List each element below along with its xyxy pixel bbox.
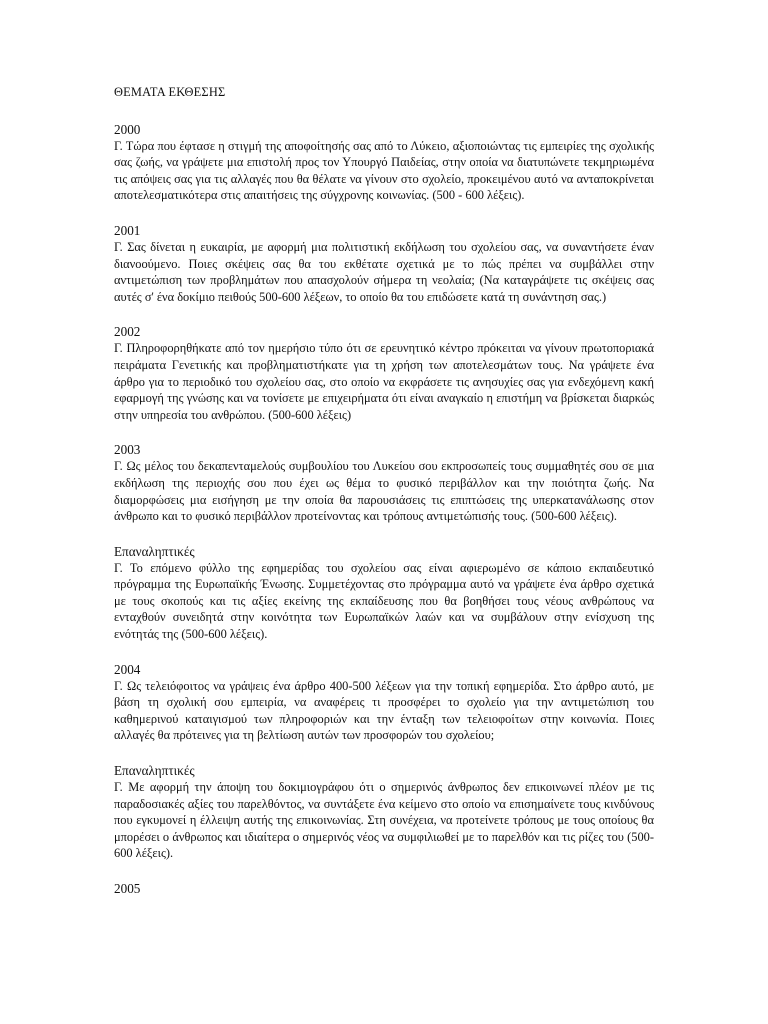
- section-text: Γ. Το επόμενο φύλλο της εφημερίδας του σχολείου σας είναι αφιερωμένο σε κάποιο εκπαιδευτικό πρόγραμμα της Ευρωπαϊκής Ένωσης. Συμμετέχοντας στο πρόγραμμα αυτό να γράψετε ένα άρθρο σχετικά με τους σκοπούς και τις αξίες εκείνης της εκπαίδευσης που θα βοηθήσει τους νέους ανθρώπους να ενταχθούν συνειδητά στην κοινότητα των Ευρωπαϊκών λαών και να συμβάλουν στην ενίσχυση της ενότητάς της (500-600 λέξεις).: [114, 560, 654, 642]
- essay-topic-2003-repeat-exams: [114, 543, 654, 643]
- section-heading: Επαναληπτικές: [114, 763, 195, 779]
- section-text: Γ. Πληροφορηθήκατε από τον ημερήσιο τύπο ότι σε ερευνητικό κέντρο πρόκειται να γίνουν πρωτοποριακά πειράματα Γενετικής και προβληματιστήκατε για τη χρήση των αποτελεσμάτων τους. Να γράψετε ένα άρθρο για το περιοδικό του σχολείου σας, στο οποίο να εκφράσετε τις ανησυχίες σας για ενδεχόμενη κακή εφαρμογή της γνώσης και να τονίσετε με επιχειρήματα ότι είναι αναγκαίο η επιστήμη να βρίσκεται διαρκώς στην υπηρεσία του ανθρώπου. (500-600 λέξεις): [114, 341, 654, 422]
- section-year: 2002: [114, 324, 141, 340]
- document-title: ΘΕΜΑΤΑ ΕΚΘΕΣΗΣ: [114, 85, 226, 99]
- essay-topic-2001: [114, 222, 654, 305]
- section-year: 2004: [114, 661, 141, 677]
- section-text: Γ. Ως τελειόφοιτος να γράψεις ένα άρθρο 400-500 λέξεων για την τοπική εφημερίδα. Στο άρθρο αυτό, με βάση τη σχολική σου εμπειρία, να αναφέρεις τι προσφέρει το σχολείο για την αντιμετώπιση του καθημερινού καταιγισμού των πληροφοριών και την ένταξη των τελειοφοίτων στην κοινωνία. Ποιες αλλαγές θα πρότεινες για τη βελτίωση αυτών των προσφορών του σχολείου;: [114, 678, 654, 743]
- section-text: Γ. Τώρα που έφτασε η στιγμή της αποφοίτησής σας από το Λύκειο, αξιοποιώντας τις εμπειρίες της σχολικής σας ζωής, να γράψετε μια επιστολή προς τον Υπουργό Παιδείας, στην οποία να διατυπώνετε τεκμηριωμένα τις απόψεις σας για τις αλλαγές που θα θέλατε να γίνουν στο σχολείο, προκειμένου αυτό να ανταποκρίνεται αποτελεσματικότερα στις απαιτήσεις της σύγχρονης κοινωνίας. (500 - 600 λέξεις).: [114, 138, 654, 203]
- essay-topic-2003: [114, 441, 654, 524]
- section-text: Γ. Με αφορμή την άποψη του δοκιμιογράφου ότι ο σημερινός άνθρωπος δεν επικοινωνεί πλέον με τις παραδοσιακές αξίες του παρελθόντος, να συντάξετε ένα κείμενο στο οποίο να επισημαίνετε τους κινδύνους που εγκυμονεί η έλλειψη αυτής της επικοινωνίας. Στη συνέχεια, να προτείνετε τρόπους με τους οποίους θα μπορέσει ο άνθρωπος και ιδιαίτερα ο σημερινός νέος να συμφιλιωθεί με το παρελθόν και τις ρίζες του (500-600 λέξεις).: [114, 780, 654, 861]
- section-year: 2005: [114, 881, 141, 896]
- section-text: Γ. Σας δίνεται η ευκαιρία, με αφορμή μια πολιτιστική εκδήλωση του σχολείου σας, να συναντήσετε έναν διανοούμενο. Ποιες σκέψεις σας θα του εκθέτατε σχετικά με το πώς πρέπει να συμβάλλει στην αντιμετώπιση των προβλημάτων που απασχολούν σήμερα τη νεολαία; (Να καταγράψετε τις σκέψεις σας αυτές σ' ένα δοκίμιο πειθούς 500-600 λέξεων, το οποίο θα του επιδώσετε κατά τη συνάντηση σας.): [114, 239, 654, 304]
- essay-topic-2000: [114, 121, 654, 204]
- essay-topic-2005: [114, 880, 654, 897]
- document-page: [114, 84, 654, 915]
- section-text: Γ. Ως μέλος του δεκαπενταμελούς συμβουλίου του Λυκείου σου εκπροσωπείς τους συμμαθητές σου σε μια εκδήλωση της περιοχής σου που έχει ως θέμα το φυσικό περιβάλλον και την ποιότητα ζωής. Να διαμορφώσεις μια εισήγηση με την οποία θα παρουσιάσεις τις επιπτώσεις της υπερκατανάλωσης στον άνθρωπο και το φυσικό περιβάλλον προτείνοντας και τρόπους αντιμετώπισής τους. (500-600 λέξεις).: [114, 459, 654, 524]
- section-year: 2003: [114, 442, 141, 458]
- essay-topic-2004: [114, 661, 654, 744]
- section-heading: Επαναληπτικές: [114, 543, 195, 559]
- section-year: 2000: [114, 121, 141, 137]
- essay-topic-2004-repeat-exams: [114, 762, 654, 862]
- essay-topic-2002: [114, 323, 654, 423]
- section-year: 2001: [114, 222, 141, 238]
